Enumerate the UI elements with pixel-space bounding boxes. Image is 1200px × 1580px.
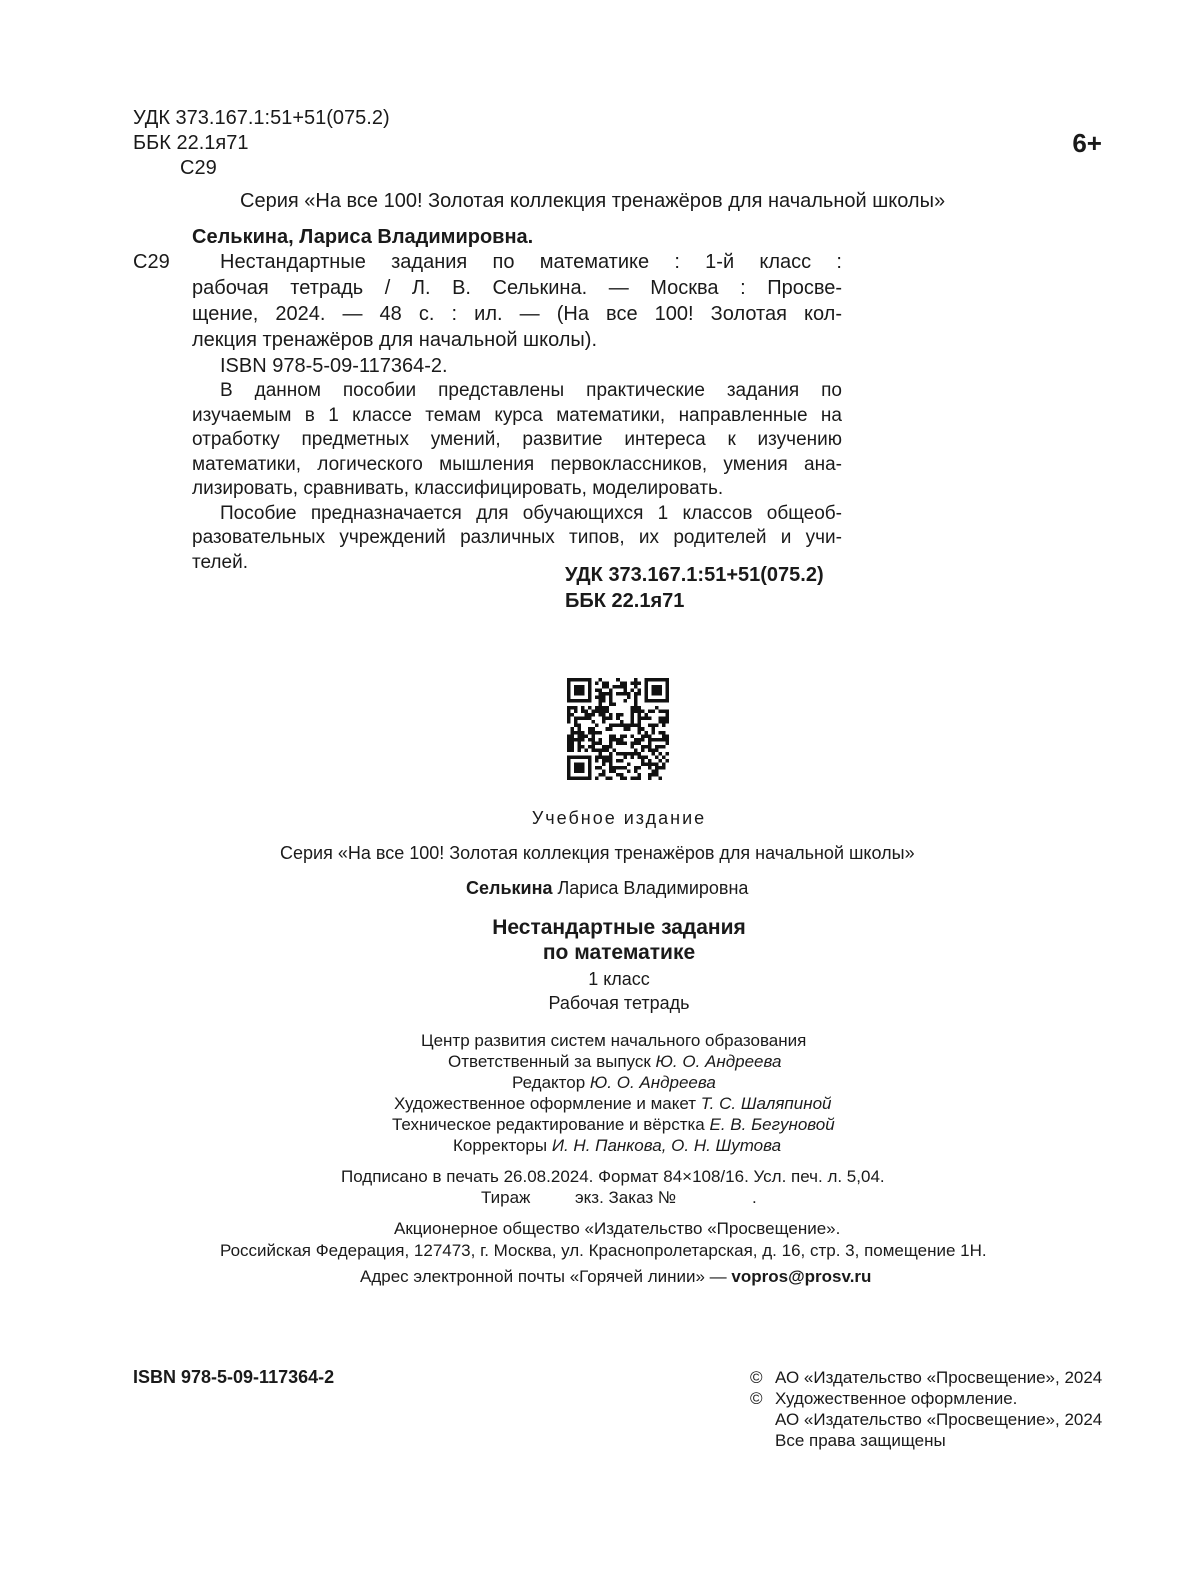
- catalog-author-heading: Селькина, Лариса Владимировна.: [192, 226, 534, 248]
- copyright-line-1: АО «Издательство «Просвещение», 2024: [775, 1368, 1103, 1387]
- publisher: Акционерное общество «Издательство «Просвещение».: [394, 1219, 841, 1238]
- center-name: Центр развития систем начального образования: [421, 1031, 807, 1050]
- credit-role: Ответственный за выпуск: [448, 1052, 651, 1071]
- copyright-line-3: АО «Издательство «Просвещение», 2024: [775, 1410, 1103, 1429]
- book-title-line2: по математике: [542, 941, 696, 964]
- credit-line: [453, 1135, 781, 1157]
- age-rating: 6+: [1072, 128, 1102, 158]
- book-type: Рабочая тетрадь: [548, 993, 690, 1013]
- credit-role: Редактор: [512, 1073, 586, 1092]
- credit-name: Ю. О. Андреева: [655, 1052, 782, 1071]
- author-surname: Селькина: [466, 878, 553, 898]
- publisher-address: Российская Федерация, 127473, г. Москва, ул. Краснопролетарская, д. 16, стр. 3, помещение 1Н.: [220, 1241, 987, 1260]
- catalog-description-line: рабочая тетрадь / Л. В. Селькина. — Москва : Просве-: [192, 277, 842, 299]
- credit-name: Т. С. Шаляпиной: [700, 1094, 832, 1113]
- author-given: Лариса Владимировна: [557, 878, 749, 898]
- book-grade: 1 класс: [588, 969, 650, 989]
- annotation-line: отработку предметных умений, развитие интереса к изучению: [192, 429, 842, 450]
- catalog-annotation: [192, 379, 842, 575]
- catalog-isbn: ISBN 978-5-09-117364-2.: [220, 355, 448, 377]
- credit-line: [448, 1051, 781, 1073]
- qr-code-icon: [567, 678, 669, 780]
- audience-line: Пособие предназначается для обучающихся 1 классов общеоб-: [220, 502, 842, 524]
- copies-order-label: экз. Заказ №: [575, 1188, 677, 1207]
- order-period: .: [752, 1188, 757, 1207]
- email-address[interactable]: vopros@prosv.ru: [731, 1267, 872, 1286]
- copyright-icon: ©: [750, 1389, 763, 1408]
- credit-line: [512, 1072, 716, 1094]
- book-title-line1: Нестандартные задания: [492, 916, 746, 939]
- annotation-line: математики, логического мышления первоклассников, умения ана-: [192, 453, 842, 475]
- credit-name: Ю. О. Андреева: [589, 1073, 716, 1092]
- catalog-author-sign: С29: [133, 251, 170, 273]
- rights-reserved: Все права защищены: [775, 1431, 946, 1450]
- footer-isbn: ISBN 978-5-09-117364-2: [133, 1367, 335, 1387]
- audience-line: разовательных учреждений различных типов, их родителей и учи-: [192, 527, 842, 548]
- credit-line: [392, 1114, 835, 1136]
- annotation-line: изучаемым в 1 классе темам курса математики, направленные на: [192, 404, 842, 426]
- email-label: Адрес электронной почты «Горячей линии» —: [360, 1267, 727, 1286]
- annotation-line: лизировать, сравнивать, классифицировать, моделировать.: [192, 478, 724, 499]
- header-author-sign: С29: [180, 157, 217, 179]
- credit-role: Художественное оформление и макет: [394, 1094, 697, 1113]
- catalog-description: [192, 249, 842, 379]
- credit-role: Корректоры: [453, 1136, 548, 1155]
- credit-role: Техническое редактирование и вёрстка: [392, 1115, 705, 1134]
- credit-line: [394, 1093, 831, 1115]
- copyright-line-2: Художественное оформление.: [775, 1389, 1018, 1408]
- colophon-author: [466, 877, 748, 899]
- copyright-icon: ©: [750, 1368, 763, 1387]
- catalog-udk: УДК 373.167.1:51+51(075.2): [565, 564, 824, 586]
- print-signed: Подписано в печать 26.08.2024. Формат 84×108/16. Усл. печ. л. 5,04.: [341, 1167, 885, 1186]
- edition-type: Учебное издание: [531, 808, 707, 828]
- header-udk: УДК 373.167.1:51+51(075.2): [133, 107, 390, 129]
- colophon-series: Серия «На все 100! Золотая коллекция тренажёров для начальной школы»: [280, 843, 915, 863]
- series-top: Серия «На все 100! Золотая коллекция тренажёров для начальной школы»: [240, 190, 946, 212]
- print-run-label: Тираж: [481, 1188, 531, 1207]
- credit-name: Е. В. Бегуновой: [709, 1115, 835, 1134]
- annotation-line: В данном пособии представлены практические задания по: [220, 380, 842, 401]
- credit-name: И. Н. Панкова, О. Н. Шутова: [551, 1136, 782, 1155]
- catalog-description-line: щение, 2024. — 48 с. : ил. — (На все 100! Золотая кол-: [192, 303, 842, 325]
- catalog-description-line: лекция тренажёров для начальной школы).: [192, 329, 598, 351]
- audience-line: телей.: [192, 551, 248, 573]
- hotline-email-line: [360, 1266, 871, 1288]
- header-bbk: ББК 22.1я71: [133, 132, 249, 154]
- catalog-bbk: ББК 22.1я71: [565, 590, 685, 612]
- catalog-description-line: Нестандартные задания по математике : 1-й класс :: [220, 251, 842, 273]
